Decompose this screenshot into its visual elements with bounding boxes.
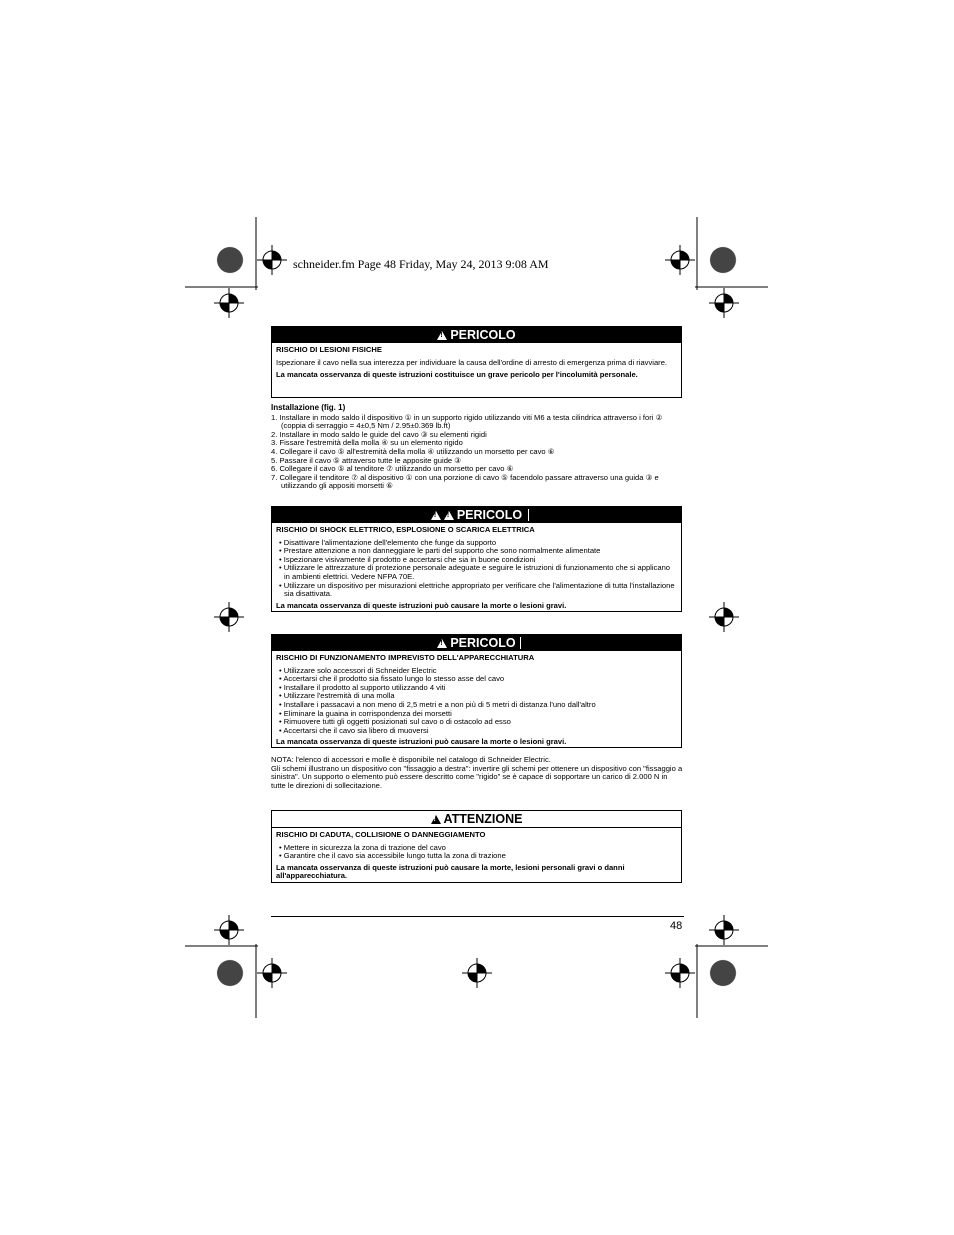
danger-heading: !PERICOLO [272,327,681,343]
box-subtitle: RISCHIO DI CADUTA, COLLISIONE O DANNEGGIAMENTO [276,830,486,839]
installation-section [271,404,683,491]
caution-box [271,810,682,883]
star-target-top-left [217,247,243,273]
list-item: • Disattivare l'alimentazione dell'elemento che funge da supporto [276,539,677,548]
list-item: 4. Collegare il cavo ⑤ all'estremità della molla ④ utilizzando un morsetto per cavo ⑥ [271,446,555,456]
box-consequence: La mancata osservanza di queste istruzioni costituisce un grave pericolo per l'incolumità personale. [276,370,638,380]
box-list [276,844,677,861]
danger-heading: !!PERICOLO [272,507,681,523]
list-item: 2. Installare in modo saldo le guide del cavo ③ su elementi rigidi [271,429,487,439]
list-item: • Prestare attenzione a non danneggiare le parti del supporto che sono normalmente alimentate [276,547,677,556]
list-item: • Garantire che il cavo sia accessibile lungo tutta la zona di trazione [276,852,677,861]
list-item: 7. Collegare il tenditore ⑦ al dispositivo ① con una porzione di cavo ⑤ facendolo passare attraverso una guida ③ e utilizzando gli appositi morsetti ⑥ [271,472,659,491]
list-item: • Installare i passacavi a non meno di 2,5 metri e a non più di 5 metri di distanza l'uno dall'altro [276,701,677,710]
warning-triangle-icon [431,815,441,824]
nota-line: NOTA: l'elenco di accessori e molle è disponibile nel catalogo di Schneider Electric. [271,755,551,764]
list-item: • Eliminare la guaina in corrispondenza dei morsetti [276,710,677,719]
installation-title: Installazione (fig. 1) [271,403,346,412]
list-item: 6. Collegare il cavo ⑤ al tenditore ⑦ utilizzando un morsetto per cavo ⑥ [271,464,514,474]
nota-line: Gli schemi illustrano un dispositivo con "fissaggio a destra": invertire gli schemi per ottenere un dispositivo con "fissaggio a sinistra". Un supporto o elemento può essere descritto come "rigido" se è capace di sopportare un carico di 2.000 N in tutte le direzioni di sollecitazione. [271,763,683,790]
box-subtitle: RISCHIO DI FUNZIONAMENTO IMPREVISTO DELL'APPARECCHIATURA [276,653,535,662]
list-item: • Accertarsi che il prodotto sia fissato lungo lo stesso asse del cavo [276,675,677,684]
list-item: 1. Installare in modo saldo il dispositivo ① in un supporto rigido utilizzando viti M6 a testa cilindrica attraverso i fori ② (coppia di serraggio = 4±0,5 Nm / 2.95±0.369 lb.ft) [271,412,663,431]
box-consequence: La mancata osservanza di queste istruzioni può causare la morte o lesioni gravi. [276,737,567,747]
star-target-bottom-left [217,960,243,986]
caution-heading: !ATTENZIONE [272,811,681,828]
danger-box-electric [271,506,682,612]
list-item: • Rimuovere tutti gli oggetti posizionati sul cavo o di ostacolo ad esso [276,718,677,727]
warning-triangle-icon [437,331,447,340]
list-item: • Ispezionare visivamente il prodotto e accertarsi che sia in buone condizioni [276,556,677,565]
list-item: • Utilizzare un dispositivo per misurazioni elettriche appropriato per verificare che l'alimentazione di tutta l'installazione sia disattivata. [276,582,677,599]
electric-hazard-icon [444,511,454,520]
list-item: • Accertarsi che il cavo sia libero di muoversi [276,727,677,736]
box-list [276,539,677,599]
box-subtitle: RISCHIO DI LESIONI FISICHE [276,345,382,354]
box-consequence: La mancata osservanza di queste istruzioni può causare la morte o lesioni gravi. [276,600,567,610]
box-consequence: La mancata osservanza di queste istruzioni può causare la morte, lesioni personali gravi o danni all'apparecchiatura. [276,862,625,881]
list-item: • Utilizzare le attrezzature di protezione personale adeguate e seguire le istruzioni di funzionamento che si applicano in ambienti elettrici. Vedere NFPA 70E. [276,564,677,581]
danger-heading: !PERICOLO [272,635,681,651]
box-paragraph: Ispezionare il cavo nella sua interezza per individuare la causa dell'ordine di arresto di emergenza prima di riavviare. [276,357,668,367]
list-item: • Utilizzare solo accessori di Schneider Electric [276,667,677,676]
list-item: 5. Passare il cavo ⑤ attraverso tutte le apposite guide ③ [271,455,462,465]
warning-triangle-icon [437,639,447,648]
file-header: schneider.fm Page 48 Friday, May 24, 2013 9:08 AM [293,257,549,271]
list-item: • Mettere in sicurezza la zona di trazione del cavo [276,844,677,853]
installation-steps [271,414,683,491]
star-target-bottom-right [710,960,736,986]
list-item: 3. Fissare l'estremità della molla ④ su un elemento rigido [271,438,463,448]
warning-triangle-icon [431,511,441,520]
box-subtitle: RISCHIO DI SHOCK ELETTRICO, ESPLOSIONE O SCARICA ELETTRICA [276,525,535,534]
nota-section [271,756,683,790]
box-list [276,667,677,736]
danger-box-malfunction [271,634,682,748]
footer-rule [271,916,684,917]
list-item: • Installare il prodotto al supporto utilizzando 4 viti [276,684,677,693]
danger-box-injury [271,326,682,398]
list-item: • Utilizzare l'estremità di una molla [276,692,677,701]
star-target-top-right [710,247,736,273]
page-number: 48 [670,920,683,932]
